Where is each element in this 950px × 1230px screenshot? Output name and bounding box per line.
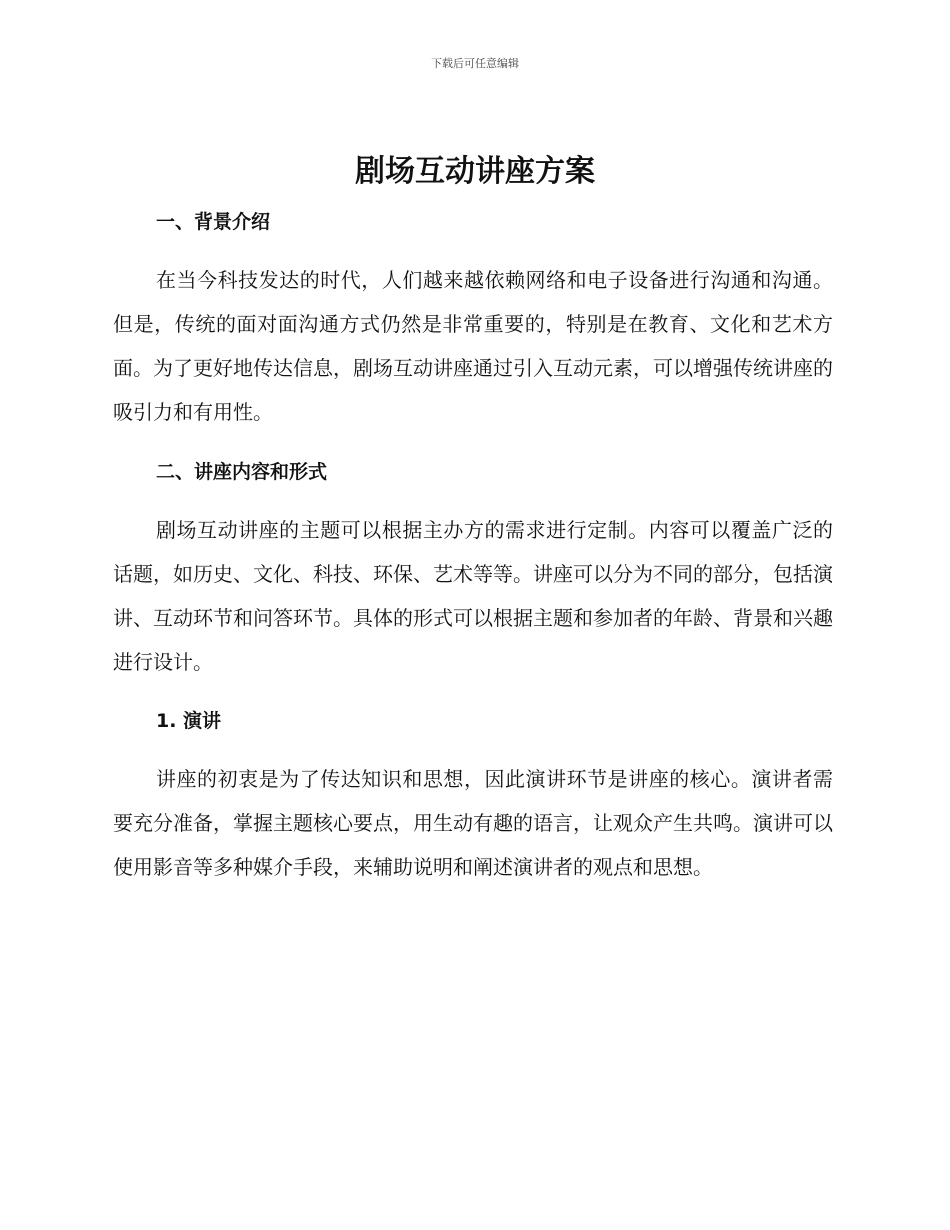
section-paragraph-content-format: 剧场互动讲座的主题可以根据主办方的需求进行定制。内容可以覆盖广泛的话题，如历史、文化、科技、环保、艺术等等。讲座可以分为不同的部分，包括演讲、互动环节和问答环节。具体的形式可以根据主题和参加者的年龄、背景和兴趣进行设计。 (113, 518, 833, 674)
section-heading-background: 一、背景介绍 (156, 211, 271, 233)
section-heading-content-format: 二、讲座内容和形式 (156, 461, 328, 483)
subsection-heading-speech: 1. 演讲 (156, 710, 222, 732)
document-title: 剧场互动讲座方案 (355, 154, 595, 189)
header-note: 下载后可任意编辑 (431, 57, 519, 70)
subsection-paragraph-speech: 讲座的初衷是为了传达知识和思想，因此演讲环节是讲座的核心。演讲者需要充分准备，掌握主题核心要点，用生动有趣的语言，让观众产生共鸣。演讲可以使用影音等多种媒介手段，来辅助说明和阐述演讲者的观点和思想。 (113, 767, 833, 879)
section-paragraph-background: 在当今科技发达的时代，人们越来越依赖网络和电子设备进行沟通和沟通。但是，传统的面对面沟通方式仍然是非常重要的，特别是在教育、文化和艺术方面。为了更好地传达信息，剧场互动讲座通过引入互动元素，可以增强传统讲座的吸引力和有用性。 (113, 268, 833, 424)
